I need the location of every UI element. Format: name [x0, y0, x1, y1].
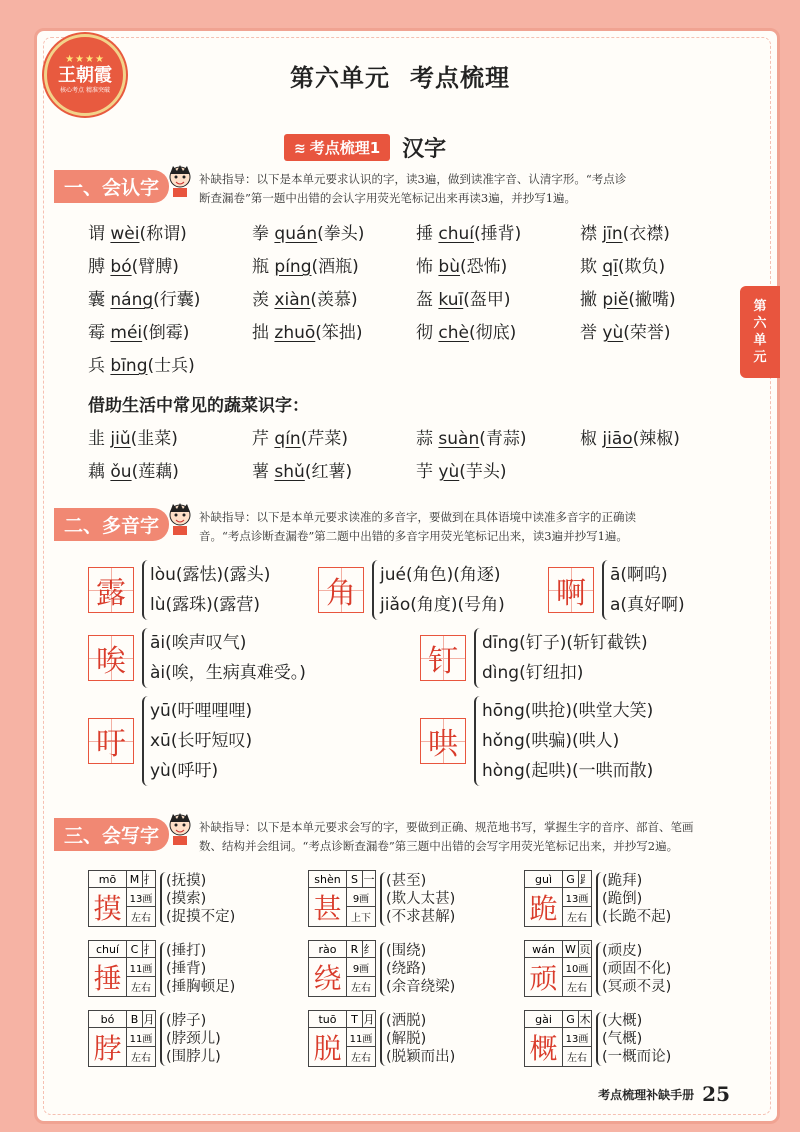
side-tab-char: 元 [753, 350, 767, 365]
char-row [88, 457, 580, 482]
example-word: (捶背) [474, 224, 522, 244]
section-label: 三、会写字 [54, 818, 169, 851]
logo-sub: 核心考点 精准突破 [60, 87, 110, 94]
hanzi: 囊 [88, 290, 105, 310]
stroke-count: 11画 [127, 1028, 155, 1047]
pinyin: kuī [438, 290, 464, 310]
recognize-char [88, 285, 252, 310]
pinyin: bó [89, 1011, 127, 1028]
polyphone-entry [420, 696, 653, 786]
compound-word: (余音绕梁) [386, 978, 456, 995]
word-list [596, 1012, 671, 1066]
write-char-card [308, 940, 455, 997]
radical: ⻊ [579, 873, 591, 886]
char-info-grid [88, 1010, 156, 1067]
recognize-char [580, 424, 744, 449]
wave-icon: ≋ [294, 141, 306, 157]
pinyin: guì [525, 871, 563, 888]
word-list [380, 872, 455, 926]
example-word: (称谓) [139, 224, 187, 244]
hanzi: 怖 [416, 257, 433, 277]
compound-word: (捶胸顿足) [166, 978, 236, 995]
recognize-char [252, 219, 416, 244]
side-tab-char: 六 [753, 316, 767, 331]
section-write [54, 818, 694, 856]
structure: 左右 [131, 913, 151, 924]
char-info-grid [524, 940, 592, 997]
hanzi: 羡 [252, 290, 269, 310]
write-char-card [308, 1010, 455, 1067]
word-list [160, 1012, 221, 1066]
section-tag-label: 考点梳理1 [309, 139, 381, 157]
reading-list [142, 696, 252, 786]
initial-letter: W [563, 941, 579, 958]
guide-note: 补缺指导：以下是本单元要求读准的多音字，要做到在具体语境中读准多音字的正确读 音。“考点诊断查漏卷”第二题中出错的多音字用荧光笔标记出来，读3遍并抄写1遍。 [199, 510, 637, 543]
initial-letter: M [127, 871, 143, 888]
pinyin: shǔ [274, 462, 305, 482]
compound-word: (跪倒) [602, 890, 643, 907]
logo-stars: ★★★★ [65, 54, 105, 65]
side-tab-char: 第 [753, 299, 767, 314]
page-number: 25 [702, 1082, 730, 1106]
reading-line: yū(吁哩哩哩) [150, 701, 253, 721]
initial-letter: S [347, 871, 363, 888]
polyphone-entry [318, 560, 505, 620]
char-info-grid [308, 940, 376, 997]
char-row [88, 219, 744, 244]
reading-list [372, 560, 505, 620]
hanzi: 盔 [416, 290, 433, 310]
initial-letter: G [563, 1011, 579, 1028]
reading-line: hòng(起哄)(一哄而散) [482, 761, 654, 781]
write-char-card [88, 1010, 221, 1067]
write-char: 摸 [89, 888, 127, 926]
pinyin: tuō [309, 1011, 347, 1028]
compound-word: (脱颖而出) [386, 1048, 456, 1065]
compound-word: (围绕) [386, 942, 427, 959]
write-char: 跪 [525, 888, 563, 926]
reading-line: lòu(露怯)(露头) [150, 565, 271, 585]
pinyin: shèn [309, 871, 347, 888]
example-word: (羡慕) [310, 290, 358, 310]
polyphone-entry [88, 560, 270, 620]
reading-line: jiǎo(角度)(号角) [380, 595, 505, 615]
write-char-card [524, 940, 671, 997]
compound-word: (脖颈儿) [166, 1030, 221, 1047]
cartoon-kid-icon [165, 502, 195, 536]
reading-line: a(真好啊) [610, 595, 685, 615]
reading-list [142, 560, 270, 620]
char-row [88, 252, 744, 277]
pinyin: mō [89, 871, 127, 888]
recognize-char [88, 219, 252, 244]
recognize-char [252, 285, 416, 310]
compound-word: (顽固不化) [602, 960, 672, 977]
example-word: (盔甲) [463, 290, 511, 310]
example-word: (芹菜) [300, 429, 348, 449]
pinyin: qín [274, 429, 301, 449]
initial-letter: R [347, 941, 363, 958]
pinyin: náng [110, 290, 154, 310]
compound-word: (围脖儿) [166, 1048, 221, 1065]
stroke-count: 11画 [347, 1028, 375, 1047]
recognize-char [88, 252, 252, 277]
hanzi: 椒 [580, 429, 597, 449]
char-row [88, 424, 744, 449]
compound-word: (绕路) [386, 960, 427, 977]
write-char: 捶 [89, 958, 127, 996]
pinyin: bīng [110, 356, 148, 376]
polyphone-entry [88, 628, 306, 688]
pinyin: piě [602, 290, 629, 310]
hanzi: 芹 [252, 429, 269, 449]
hanzi: 瓶 [252, 257, 269, 277]
write-char-card [88, 870, 235, 927]
hanzi: 誉 [580, 323, 597, 343]
hanzi: 拳 [252, 224, 269, 244]
example-word: (衣襟) [622, 224, 670, 244]
handbook-name: 考点梳理补缺手册 [598, 1087, 695, 1102]
compound-word: (顽皮) [602, 942, 643, 959]
example-word: (士兵) [147, 356, 195, 376]
cartoon-kid-icon [165, 812, 195, 846]
brand-logo [44, 34, 126, 116]
guide-note: 补缺指导：以下是本单元要求会写的字，要做到正确、规范地书写，掌握生字的音序、部首、笔画 数、结构并会组词。“考点诊断查漏卷”第三题中出错的会写字用荧光笔标记出来，并抄写2遍。 [199, 820, 694, 853]
compound-word: (不求甚解) [386, 908, 456, 925]
polyphone-entry [88, 696, 252, 786]
radical: 木 [579, 1013, 591, 1026]
section-recognize [54, 170, 626, 208]
char-info-grid [524, 870, 592, 927]
write-char: 脱 [309, 1028, 347, 1066]
char-row [88, 351, 252, 376]
word-list [380, 942, 455, 996]
example-word: (青蒜) [479, 429, 527, 449]
compound-word: (甚至) [386, 872, 427, 889]
hanzi: 捶 [416, 224, 433, 244]
char-info-grid [308, 1010, 376, 1067]
write-char-card [524, 1010, 671, 1067]
side-unit-tab[interactable] [740, 286, 780, 378]
radical: 一 [363, 873, 375, 886]
recognize-char [252, 424, 416, 449]
pinyin: zhuō [274, 323, 316, 343]
write-char: 脖 [89, 1028, 127, 1066]
hanzi: 彻 [416, 323, 433, 343]
write-char: 甚 [309, 888, 347, 926]
write-char: 顽 [525, 958, 563, 996]
pinyin: jiāo [602, 429, 633, 449]
reading-line: lù(露珠)(露营) [150, 595, 261, 615]
word-list [160, 942, 235, 996]
example-word: (行囊) [153, 290, 201, 310]
reading-list [474, 696, 653, 786]
example-word: (芋头) [459, 462, 507, 482]
hanzi: 欺 [580, 257, 597, 277]
title-unit: 第六单元 [290, 64, 390, 92]
pinyin: píng [274, 257, 312, 277]
polyphone-char: 露 [88, 567, 134, 613]
pinyin: qī [602, 257, 618, 277]
recognize-char [416, 285, 580, 310]
page-footer [598, 1082, 730, 1106]
section-ribbon [284, 132, 446, 163]
vegetable-subhead: 借助生活中常见的蔬菜识字： [88, 396, 309, 416]
recognize-char [580, 285, 744, 310]
cartoon-kid-icon [165, 164, 195, 198]
reading-line: hǒng(哄骗)(哄人) [482, 731, 620, 751]
section-tag [284, 134, 390, 161]
structure: 左右 [131, 983, 151, 994]
stroke-count: 10画 [563, 958, 591, 977]
polyphone-char: 哄 [420, 718, 466, 764]
example-word: (拳头) [317, 224, 365, 244]
section-title: 汉字 [402, 137, 447, 162]
structure: 左右 [567, 983, 587, 994]
word-list [380, 1012, 455, 1066]
example-word: (恐怖) [459, 257, 508, 277]
polyphone-char: 角 [318, 567, 364, 613]
hanzi: 芋 [416, 462, 433, 482]
recognize-char [580, 252, 744, 277]
pinyin: ǒu [110, 462, 132, 482]
recognize-char [580, 318, 744, 343]
compound-word: (大概) [602, 1012, 643, 1029]
structure: 左右 [351, 983, 371, 994]
recognize-char [416, 424, 580, 449]
compound-word: (脖子) [166, 1012, 207, 1029]
reading-list [474, 628, 648, 688]
write-char-card [524, 870, 671, 927]
compound-word: (摸索) [166, 890, 207, 907]
example-word: (欺负) [617, 257, 666, 277]
hanzi: 膊 [88, 257, 105, 277]
recognize-char [416, 252, 580, 277]
pinyin: quán [274, 224, 318, 244]
polyphone-char: 啊 [548, 567, 594, 613]
example-word: (倒霉) [142, 323, 190, 343]
char-info-grid [524, 1010, 592, 1067]
radical: 月 [143, 1013, 155, 1026]
write-char-card [308, 870, 455, 927]
compound-word: (一概而论) [602, 1048, 672, 1065]
pinyin: jīn [602, 224, 623, 244]
hanzi: 霉 [88, 323, 105, 343]
pinyin: wán [525, 941, 563, 958]
hanzi: 拙 [252, 323, 269, 343]
reading-list [602, 560, 685, 620]
stroke-count: 11画 [127, 958, 155, 977]
hanzi: 藕 [88, 462, 105, 482]
pinyin: bù [438, 257, 460, 277]
structure: 左右 [131, 1053, 151, 1064]
section-label: 二、多音字 [54, 508, 169, 541]
recognize-char [88, 351, 252, 376]
recognize-char [416, 457, 580, 482]
example-word: (辣椒) [632, 429, 680, 449]
reading-line: dīng(钉子)(斩钉截铁) [482, 633, 648, 653]
compound-word: (捶打) [166, 942, 207, 959]
example-word: (撇嘴) [628, 290, 676, 310]
reading-line: yù(呼吁) [150, 761, 219, 781]
char-row [88, 318, 744, 343]
recognize-char [252, 252, 416, 277]
stroke-count: 13画 [127, 888, 155, 907]
char-info-grid [308, 870, 376, 927]
pinyin: gài [525, 1011, 563, 1028]
side-tab-char: 单 [753, 333, 767, 348]
recognize-char [580, 219, 744, 244]
example-word: (彻底) [469, 323, 517, 343]
hanzi: 韭 [88, 429, 105, 449]
title-topic: 考点梳理 [410, 64, 510, 92]
stroke-count: 13画 [563, 888, 591, 907]
reading-line: jué(角色)(角逐) [380, 565, 501, 585]
compound-word: (冥顽不灵) [602, 978, 672, 995]
compound-word: (欺人太甚) [386, 890, 456, 907]
polyphone-char: 唉 [88, 635, 134, 681]
example-word: (臂膊) [131, 257, 179, 277]
structure: 左右 [567, 1053, 587, 1064]
polyphone-char: 钉 [420, 635, 466, 681]
compound-word: (解脱) [386, 1030, 427, 1047]
word-list [596, 872, 671, 926]
pinyin: rào [309, 941, 347, 958]
recognize-char [252, 457, 416, 482]
hanzi: 薯 [252, 462, 269, 482]
recognize-char [88, 424, 252, 449]
hanzi: 蒜 [416, 429, 433, 449]
compound-word: (气概) [602, 1030, 643, 1047]
example-word: (笨拙) [315, 323, 363, 343]
recognize-char [416, 219, 580, 244]
section-polyphone [54, 508, 636, 546]
example-word: (莲藕) [131, 462, 179, 482]
pinyin: jiǔ [110, 429, 131, 449]
polyphone-entry [548, 560, 685, 620]
recognize-char [416, 318, 580, 343]
compound-word: (长跪不起) [602, 908, 672, 925]
radical: 纟 [363, 943, 375, 956]
reading-line: dìng(钉纽扣) [482, 663, 584, 683]
initial-letter: G [563, 871, 579, 888]
reading-line: xū(长吁短叹) [150, 731, 253, 751]
example-word: (红薯) [304, 462, 353, 482]
pinyin: méi [110, 323, 143, 343]
reading-line: hōng(哄抢)(哄堂大笑) [482, 701, 654, 721]
write-char-card [88, 940, 235, 997]
polyphone-entry [420, 628, 648, 688]
guide-note: 补缺指导：以下是本单元要求认识的字，读3遍，做到读准字音、认清字形。“考点诊 断查漏卷”第一题中出错的会认字用荧光笔标记出来再读3遍，并抄写1遍。 [199, 172, 627, 205]
stroke-count: 13画 [563, 1028, 591, 1047]
pinyin: xiàn [274, 290, 311, 310]
polyphone-char: 吁 [88, 718, 134, 764]
example-word: (韭菜) [130, 429, 178, 449]
radical: 扌 [143, 943, 155, 956]
pinyin: suàn [438, 429, 480, 449]
structure: 上下 [351, 913, 371, 924]
pinyin: bó [110, 257, 132, 277]
structure: 左右 [351, 1053, 371, 1064]
pinyin: chè [438, 323, 469, 343]
reading-line: ài(唉，生病真难受。) [150, 663, 306, 683]
recognize-char [88, 318, 252, 343]
char-info-grid [88, 870, 156, 927]
hanzi: 兵 [88, 356, 105, 376]
write-char: 概 [525, 1028, 563, 1066]
logo-name: 王朝霞 [58, 65, 112, 86]
hanzi: 襟 [580, 224, 597, 244]
write-char: 绕 [309, 958, 347, 996]
radical: 月 [363, 1013, 375, 1026]
char-info-grid [88, 940, 156, 997]
compound-word: (洒脱) [386, 1012, 427, 1029]
reading-line: āi(唉声叹气) [150, 633, 247, 653]
compound-word: (跪拜) [602, 872, 643, 889]
example-word: (荣誉) [623, 323, 671, 343]
radical: 扌 [143, 873, 155, 886]
char-row [88, 285, 744, 310]
pinyin: yù [438, 462, 460, 482]
initial-letter: T [347, 1011, 363, 1028]
reading-line: ā(啊呜) [610, 565, 668, 585]
example-word: (酒瓶) [311, 257, 359, 277]
stroke-count: 9画 [347, 888, 375, 907]
section-label: 一、会认字 [54, 170, 169, 203]
hanzi: 撇 [580, 290, 597, 310]
pinyin: chuí [438, 224, 475, 244]
word-list [596, 942, 671, 996]
word-list [160, 872, 235, 926]
recognize-char [252, 318, 416, 343]
hanzi: 谓 [88, 224, 105, 244]
initial-letter: C [127, 941, 143, 958]
reading-list [142, 628, 306, 688]
compound-word: (抚摸) [166, 872, 207, 889]
radical: 页 [579, 943, 591, 956]
stroke-count: 9画 [347, 958, 375, 977]
pinyin: yù [602, 323, 624, 343]
initial-letter: B [127, 1011, 143, 1028]
pinyin: chuí [89, 941, 127, 958]
recognize-char [88, 457, 252, 482]
structure: 左右 [567, 913, 587, 924]
compound-word: (捶背) [166, 960, 207, 977]
pinyin: wèi [110, 224, 140, 244]
compound-word: (捉摸不定) [166, 908, 236, 925]
